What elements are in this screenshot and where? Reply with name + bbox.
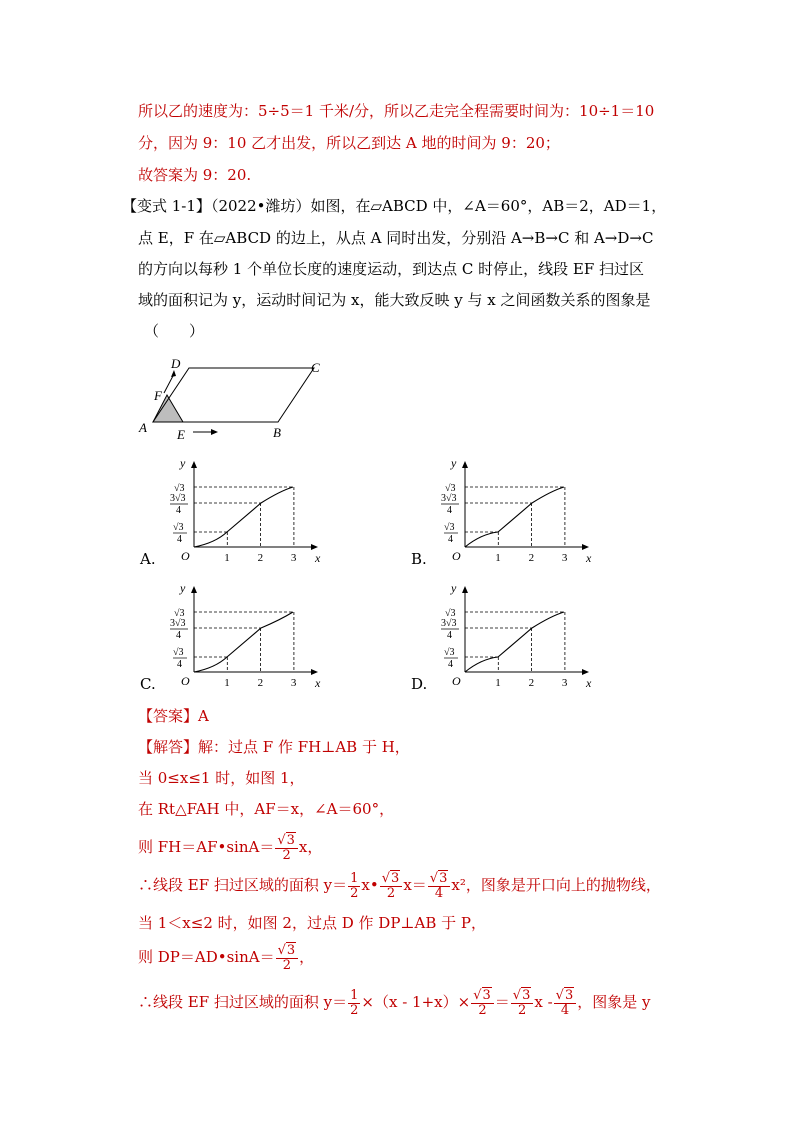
frac-sqrt3-over-2: $\frac{√3}{2}$ (275, 834, 298, 863)
y-axis-arrow (462, 461, 468, 468)
option-d[interactable] (411, 580, 601, 695)
function-curve (465, 487, 564, 547)
arrow-e-head (211, 429, 218, 435)
analysis-line-6: 当 1＜x≤2 时，如图 2，过点 D 作 DP⊥AB 于 P， (138, 914, 487, 932)
prev-solution-line-3: 故答案为 9：20. (138, 166, 252, 184)
x-tick-label: 3 (290, 677, 297, 689)
y-label-sqrt3-over4-den: 4 (448, 534, 453, 545)
option-c[interactable] (140, 580, 330, 695)
x-axis-arrow (311, 669, 318, 675)
analysis-line-7 (138, 940, 314, 974)
point-label-e: E (177, 427, 185, 442)
l7-b: ， (299, 948, 315, 966)
l4-b: x， (298, 838, 323, 856)
x-axis-arrow (311, 544, 318, 550)
frac-sqrt3-over-2-d: $\frac{√3}{2}$ (471, 989, 494, 1018)
x-tick-label: 1 (224, 677, 230, 689)
x-tick-label: 3 (290, 552, 297, 564)
prev-solution-line-1: 所以乙的速度为：5÷5＝1 千米/分，所以乙走完全程需要时间为：10÷1＝10 (138, 102, 655, 120)
y-label-sqrt3: √3 (174, 608, 185, 619)
graph-a (160, 455, 330, 565)
y-label-3sqrt3-num: 3√3 (441, 493, 457, 504)
graph-b (431, 455, 601, 565)
answer-tag: 【答案】 (138, 707, 199, 725)
option-d-label: D. (411, 675, 428, 693)
option-a-label: A. (140, 550, 156, 568)
graph-c (160, 580, 330, 690)
x-tick-label: 1 (495, 677, 501, 689)
frac-sqrt3-over-2-c: $\frac{√3}{2}$ (276, 944, 299, 973)
point-label-c: C (311, 360, 320, 375)
origin-label: O (181, 674, 190, 688)
analysis-line-4 (138, 830, 322, 864)
problem-line-3: 的方向以每秒 1 个单位长度的速度运动，到达点 C 时停止，线段 EF 扫过区 (138, 260, 644, 278)
y-axis-arrow (191, 461, 197, 468)
frac-1-over-2: $\frac{1}{2}$ (350, 870, 359, 901)
x-tick-label: 2 (528, 552, 535, 564)
y-axis-label: y (180, 456, 186, 470)
origin-label: O (452, 549, 461, 563)
problem-source: （2022•潍坊） (210, 197, 311, 215)
analysis-text-1: 解：过点 F 作 FH⊥AB 于 H， (198, 738, 410, 756)
l8-a: ∴线段 EF 扫过区域的面积 y＝ (138, 993, 348, 1011)
y-axis-label: y (180, 581, 186, 595)
y-label-3sqrt3-den: 4 (447, 505, 452, 516)
l5-a: ∴线段 EF 扫过区域的面积 y＝ (138, 876, 348, 894)
point-label-a: A (139, 420, 147, 435)
problem-line-2: 点 E，F 在▱ABCD 的边上，从点 A 同时出发，分别沿 A→B→C 和 A→D→C (138, 229, 654, 247)
origin-label: O (452, 674, 461, 688)
l5-b: x• (361, 876, 379, 894)
x-axis-label: x (586, 551, 592, 565)
x-tick-label: 1 (224, 552, 230, 564)
x-tick-label: 2 (257, 677, 264, 689)
x-tick-label: 3 (561, 552, 568, 564)
y-label-3sqrt3-den: 4 (176, 630, 181, 641)
y-label-sqrt3-over4-num: √3 (173, 647, 184, 658)
frac-sqrt3-over-4: $\frac{√3}{4}$ (428, 872, 451, 901)
function-curve (465, 612, 564, 672)
y-label-3sqrt3-den: 4 (447, 630, 452, 641)
parallelogram-figure (136, 350, 336, 446)
function-curve (194, 612, 293, 672)
y-label-sqrt3: √3 (445, 483, 456, 494)
y-label-sqrt3: √3 (174, 483, 185, 494)
option-b-label: B. (411, 550, 427, 568)
answer-value: A (198, 707, 209, 725)
y-label-sqrt3-over4-num: √3 (173, 522, 184, 533)
arrow-f-up (164, 374, 174, 393)
problem-line-1 (122, 196, 666, 216)
y-label-3sqrt3-num: 3√3 (170, 493, 186, 504)
frac-sqrt3-over-4-b: $\frac{√3}{4}$ (554, 989, 577, 1018)
frac-1-over-2-b: $\frac{1}{2}$ (350, 987, 359, 1018)
l5-d: x²，图象是开口向上的抛物线， (451, 876, 661, 894)
l8-b: ×（x - 1+x）× (361, 993, 471, 1011)
y-label-3sqrt3-num: 3√3 (170, 618, 186, 629)
l4-a: 则 FH＝AF•sinA＝ (138, 838, 275, 856)
analysis-line-8 (138, 985, 651, 1019)
y-label-sqrt3-over4-den: 4 (448, 659, 453, 670)
prev-solution-line-2: 分，因为 9：10 乙才出发，所以乙到达 A 地的时间为 9：20； (138, 134, 560, 152)
y-label-3sqrt3-den: 4 (176, 505, 181, 516)
x-axis-label: x (586, 676, 592, 690)
x-axis-arrow (582, 544, 589, 550)
graph-d (431, 580, 601, 690)
x-tick-label: 1 (495, 552, 501, 564)
analysis-line-2: 当 0≤x≤1 时，如图 1， (138, 769, 305, 787)
l8-c: ＝ (494, 993, 510, 1011)
y-axis-label: y (451, 456, 457, 470)
x-axis-label: x (315, 551, 321, 565)
y-label-sqrt3-over4-num: √3 (444, 522, 455, 533)
frac-sqrt3-over-2-b: $\frac{√3}{2}$ (380, 872, 403, 901)
point-label-d: D (171, 356, 181, 371)
problem-tag: 【变式 1-1】 (122, 197, 211, 215)
answer-line (138, 706, 209, 726)
problem-text-1: 如图，在▱ABCD 中，∠A＝60°，AB＝2，AD＝1， (310, 197, 667, 215)
x-tick-label: 2 (257, 552, 264, 564)
y-label-3sqrt3-num: 3√3 (441, 618, 457, 629)
function-curve (194, 487, 293, 547)
y-axis-arrow (462, 586, 468, 593)
y-label-sqrt3: √3 (445, 608, 456, 619)
x-axis-label: x (315, 676, 321, 690)
analysis-line-5 (138, 868, 661, 902)
analysis-line-1 (138, 737, 410, 757)
problem-line-5: （ ） (144, 322, 205, 340)
frac-sqrt3-over-2-e: $\frac{√3}{2}$ (511, 989, 534, 1018)
point-label-f: F (154, 388, 162, 403)
y-axis-label: y (451, 581, 457, 595)
problem-line-4: 域的面积记为 y，运动时间记为 x，能大致反映 y 与 x 之间函数关系的图象是 (138, 291, 651, 309)
x-tick-label: 3 (561, 677, 568, 689)
point-label-b: B (273, 425, 281, 440)
analysis-tag: 【解答】 (138, 738, 199, 756)
y-label-sqrt3-over4-num: √3 (444, 647, 455, 658)
x-tick-label: 2 (528, 677, 535, 689)
y-axis-arrow (191, 586, 197, 593)
origin-label: O (181, 549, 190, 563)
l8-e: ，图象是 y (577, 993, 651, 1011)
l8-d: x - (534, 993, 553, 1011)
arrow-f-head (171, 370, 176, 377)
option-a[interactable] (140, 455, 330, 570)
analysis-line-3: 在 Rt△FAH 中，AF＝x，∠A＝60°， (138, 800, 395, 818)
y-label-sqrt3-over4-den: 4 (177, 534, 182, 545)
x-axis-arrow (582, 669, 589, 675)
l7-a: 则 DP＝AD•sinA＝ (138, 948, 275, 966)
option-c-label: C. (140, 675, 156, 693)
option-b[interactable] (411, 455, 601, 570)
l5-c: x＝ (403, 876, 427, 894)
y-label-sqrt3-over4-den: 4 (177, 659, 182, 670)
